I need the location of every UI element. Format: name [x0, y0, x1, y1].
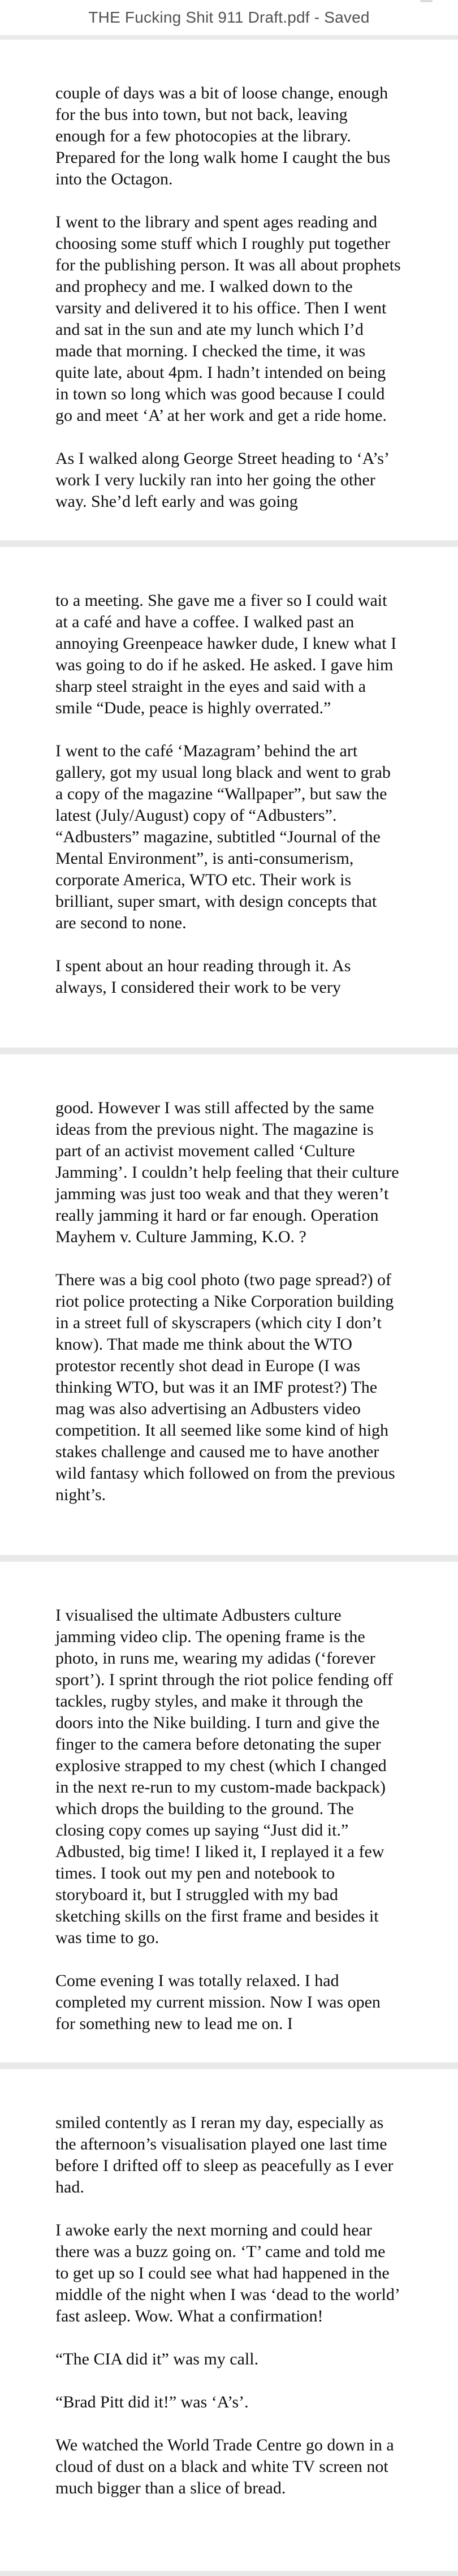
page [0, 40, 458, 540]
paragraph: good. However I was still affected by the same ideas from the previous night. The magazine is part of an activist movement called ‘Culture Jamming’. I couldn’t help feeling that their culture jamming was just too weak and that they weren’t really jamming it hard or far enough. Operation Mayhem v. Culture Jamming, K.O. ? [55, 1099, 399, 1246]
paragraph: “Brad Pitt did it!” was ‘A’s’. [55, 2393, 249, 2411]
page [0, 1054, 458, 1555]
paragraph: smiled contently as I reran my day, especially as the afternoon’s visualisation played one last time before I drifted off to sleep as peacefully as I ever had. [55, 2113, 394, 2196]
paragraph: We watched the World Trade Centre go down in a cloud of dust on a black and white TV screen not much bigger than a slice of bread. [55, 2436, 394, 2497]
paragraph: “The CIA did it” was my call. [55, 2350, 259, 2368]
bottom-page-gap [0, 2571, 458, 2576]
paragraph: I went to the café ‘Mazagram’ behind the art gallery, got my usual long black and went to grab a copy of the magazine “Wallpaper”, but saw the latest (July/August) copy of “Adbusters”. “Adbusters” magazine, subtitled “Journal of the Mental Environment”, is anti-consumerism, corporate America, WTO etc. Their work is brilliant, super smart, with design concepts that are second to none. [55, 742, 391, 932]
paragraph: to a meeting. She gave me a fiver so I could wait at a café and have a coffee. I walked past an annoying Greenpeace hawker dude, I knew what I was going to do if he asked. He asked. I gave him sharp steel straight in the eyes and said with a smile “Dude, peace is highly overrated.” [55, 591, 397, 717]
paragraph: Come evening I was totally relaxed. I had completed my current mission. Now I was open for something new to lead me on. I [55, 1971, 381, 2033]
paragraph: I spent about an hour reading through it. As always, I considered their work to be very [55, 957, 351, 997]
document-scroll-area[interactable] [0, 40, 458, 2571]
page [0, 547, 458, 1048]
app-header [0, 0, 458, 35]
paragraph: couple of days was a bit of loose change, enough for the bus into town, but not back, leaving enough for a few photocopies at the library. Prepared for the long walk home I caught the bus into the Octagon. [55, 84, 391, 188]
document-title: THE Fucking Shit 911 Draft.pdf - Saved [88, 8, 370, 26]
page [0, 1562, 458, 2062]
paragraph: I visualised the ultimate Adbusters culture jamming video clip. The opening frame is the photo, in runs me, wearing my adidas (‘forever sport’). I sprint through the riot police fending off tackles, rugby styles, and make it through the doors into the Nike building. I turn and give the finger to the camera before detonating the super explosive strapped to my chest (which I changed in the next re-run to my custom-made backpack) which drops the building to the ground. The closing copy comes up saying “Just did it.” Adbusted, big time! I liked it, I replayed it a few times. I took out my pen and notebook to storyboard it, but I struggled with my bad sketching skills on the first frame and besides it was time to go. [55, 1606, 393, 1947]
paragraph: I went to the library and spent ages reading and choosing some stuff which I roughly put together for the publishing person. It was all about prophets and prophecy and me. I walked down to the varsity and delivered it to his office. Then I went and sat in the sun and ate my lunch which I’d made that morning. I checked the time, it was quite late, about 4pm. I hadn’t intended on being in town so long which was good because I could go and meet ‘A’ at her work and get a ride home. [55, 213, 401, 425]
scrollbar-thumb[interactable] [420, 0, 433, 2]
paragraph: I awoke early the next morning and could hear there was a buzz going on. ‘T’ came and told me to get up so I could see what had happened in the middle of the night when I was ‘dead to the world’ fast asleep. Wow. What a confirmation! [55, 2221, 399, 2325]
paragraph: There was a big cool photo (two page spread?) of riot police protecting a Nike Corporation building in a street full of skyscrapers (which city I don’t know). That made me think about the WTO protestor recently shot dead in Europe (I was thinking WTO, but was it an IMF protest?) The mag was also advertising an Adbusters video competition. It all seemed like some kind of high stakes challenge and caused me to have another wild fantasy which followed on from the previous night’s. [55, 1270, 395, 1504]
paragraph: As I walked along George Street heading to ‘A’s’ work I very luckily ran into her going the other way. She’d left early and was going [55, 449, 388, 511]
header-divider [0, 35, 458, 40]
page [0, 2069, 458, 2571]
